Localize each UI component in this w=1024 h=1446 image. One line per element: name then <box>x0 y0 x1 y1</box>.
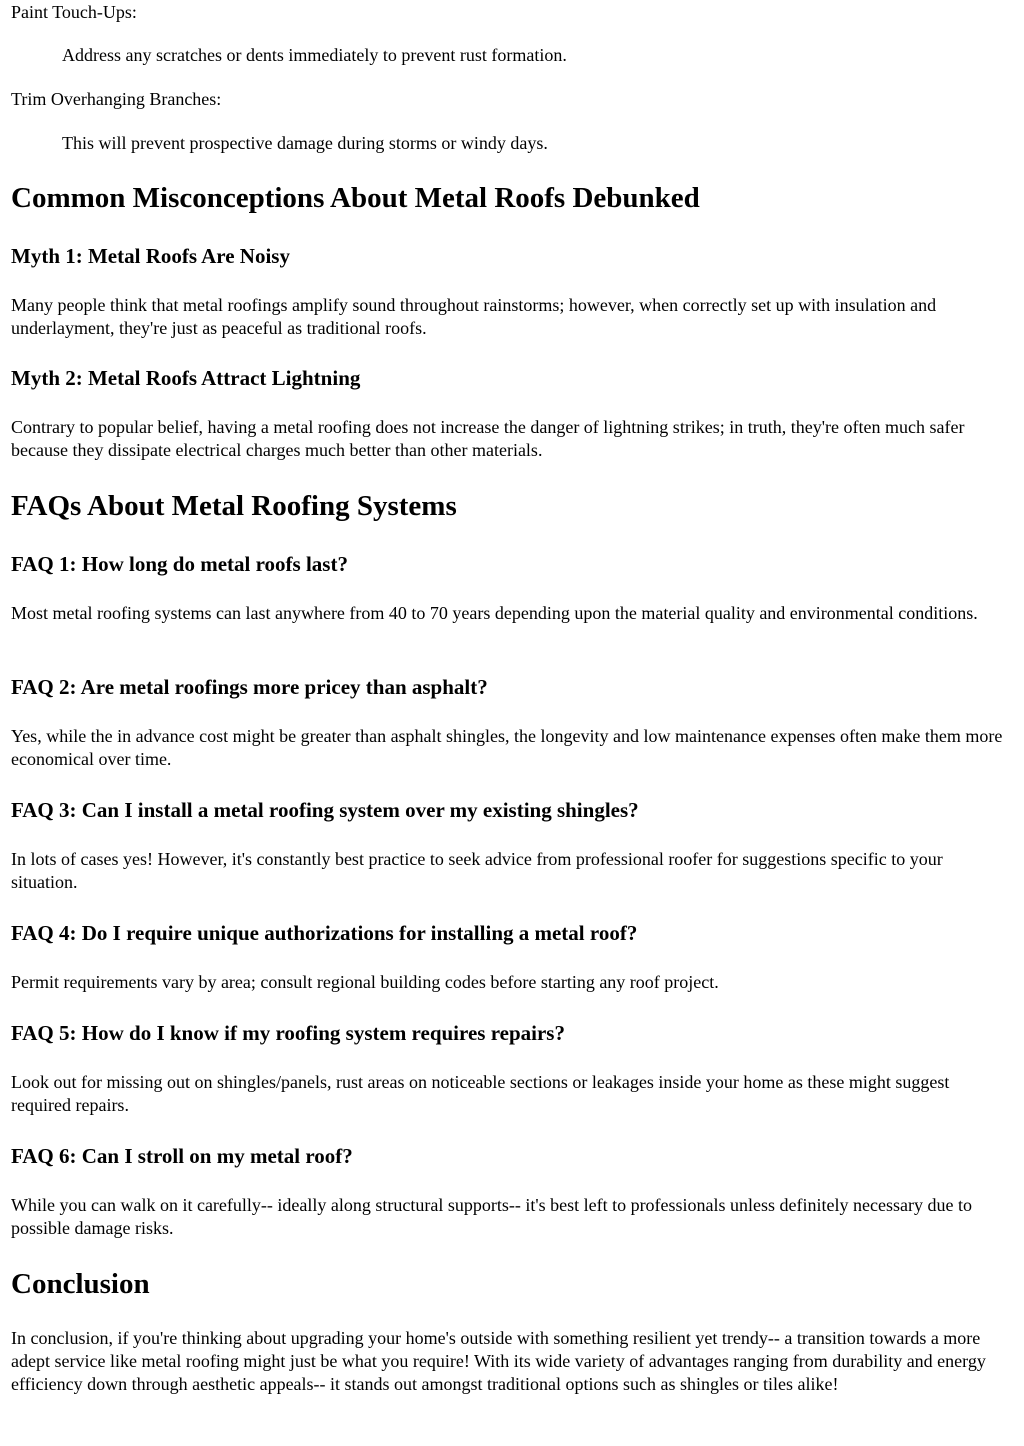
faq-body: Look out for missing out on shingles/panels, rust areas on noticeable sections or leakages inside your home as these might suggest required repairs. <box>11 1072 950 1115</box>
myth-heading: Myth 2: Metal Roofs Attract Lightning <box>11 366 361 390</box>
conclusion-heading: Conclusion <box>11 1268 150 1300</box>
faq-body: While you can walk on it carefully-- ideally along structural supports-- it's best left to professionals unless definitely necessary due to possible damage risks. <box>11 1195 972 1238</box>
conclusion-body: In conclusion, if you're thinking about upgrading your home's outside with something resilient yet trendy-- a transition towards a more adept service like metal roofing might just be what you require! With its wide variety of advantages ranging from durability and energy efficiency down through aesthetic appeals-- it stands out amongst traditional options such as shingles or tiles alike! <box>11 1328 986 1394</box>
tip-description <box>11 44 1011 67</box>
myths-section-heading: Common Misconceptions About Metal Roofs Debunked <box>11 182 700 214</box>
faq-heading: FAQ 3: Can I install a metal roofing system over my existing shingles? <box>11 798 639 822</box>
myth-body: Many people think that metal roofings amplify sound throughout rainstorms; however, when correctly set up with insulation and underlayment, they're just as peaceful as traditional roofs. <box>11 295 937 338</box>
tip-description-text: Address any scratches or dents immediately to prevent rust formation. <box>62 45 567 65</box>
faq-heading: FAQ 4: Do I require unique authorizations for installing a metal roof? <box>11 921 638 945</box>
faq-body: In lots of cases yes! However, it's constantly best practice to seek advice from professional roofer for suggestions specific to your situation. <box>11 849 943 892</box>
faq-body: Most metal roofing systems can last anywhere from 40 to 70 years depending upon the material quality and environmental conditions. <box>11 603 978 623</box>
faq-heading: FAQ 2: Are metal roofings more pricey than asphalt? <box>11 675 488 699</box>
faq-heading: FAQ 6: Can I stroll on my metal roof? <box>11 1144 353 1168</box>
faqs-section-heading: FAQs About Metal Roofing Systems <box>11 490 457 522</box>
myth-body: Contrary to popular belief, having a metal roofing does not increase the danger of lightning strikes; in truth, they're often much safer because they dissipate electrical charges much better than other materials. <box>11 417 965 460</box>
tip-term <box>11 1 1011 24</box>
tip-term <box>11 88 1011 111</box>
faq-body: Permit requirements vary by area; consult regional building codes before starting any roof project. <box>11 972 719 992</box>
tip-description <box>11 132 1011 155</box>
myth-heading: Myth 1: Metal Roofs Are Noisy <box>11 244 290 268</box>
faq-heading: FAQ 5: How do I know if my roofing system requires repairs? <box>11 1021 565 1045</box>
tip-description-text: This will prevent prospective damage during storms or windy days. <box>62 133 548 153</box>
faq-heading: FAQ 1: How long do metal roofs last? <box>11 552 348 576</box>
faq-body: Yes, while the in advance cost might be greater than asphalt shingles, the longevity and low maintenance expenses often make them more economical over time. <box>11 726 1003 769</box>
tip-term-text: Paint Touch-Ups: <box>11 2 137 22</box>
tip-term-text: Trim Overhanging Branches: <box>11 89 222 109</box>
